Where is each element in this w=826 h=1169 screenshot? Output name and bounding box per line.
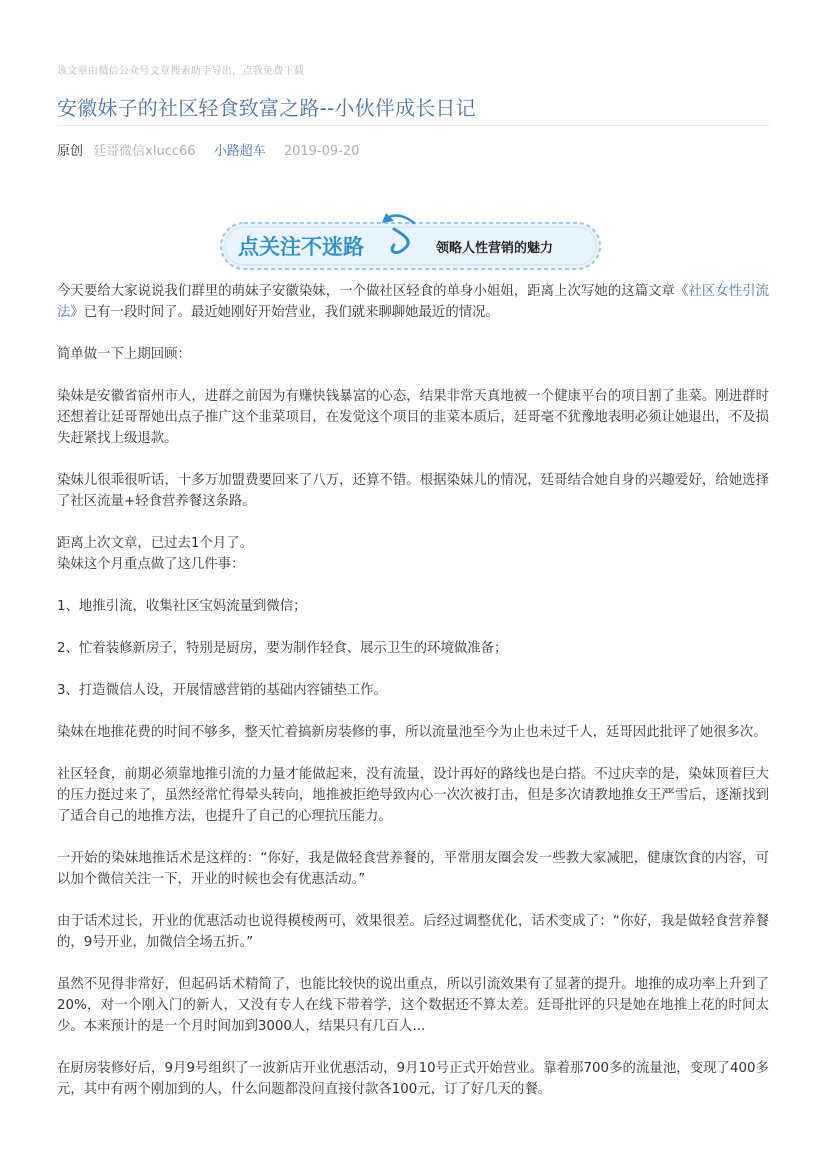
author-name: 廷哥微信xlucc66	[93, 144, 196, 159]
publish-date: 2019-09-20	[283, 144, 360, 159]
article-link[interactable]: 社区女性引流法	[57, 284, 770, 320]
title-divider	[57, 125, 770, 126]
account-link[interactable]: 小路超车	[213, 144, 266, 159]
article-body	[57, 281, 769, 1121]
banner-sub-text: 领略人性营销的魅力	[436, 241, 554, 256]
list-item-2: 2、忙着装修新房子，特别是厨房，要为制作轻食、展示卫生的环境做准备；	[57, 641, 508, 656]
paragraph-script-v2: 由于话术过长，开业的优惠活动也说得模棱两可，效果很差。后经过调整优化，话术变成了：“你好，我是做轻食营养餐的，9号开业，加微信全场五折。”	[57, 914, 769, 950]
paragraph-results: 虽然不见得非常好，但起码话术精简了，也能比较快的说出重点，所以引流效果有了显著的提升。地推的成功率上升到了20%，对一个刚入门的新人，又没有专人在线下带着学，这个数据还不算太差。廷哥批评的只是她在地推上花的时间太少。本来预计的是一个月时间加到3000人，结果只有几百人...	[57, 977, 769, 1034]
banner-main-text: 点关注不迷路	[238, 235, 364, 259]
follow-banner[interactable]	[218, 207, 603, 273]
export-notice[interactable]: 该文章由微信公众号文章搜索助手导出，点我免费下载	[57, 66, 305, 77]
paragraph-intro: 今天要给大家说说我们群里的萌妹子安徽染妹，一个做社区轻食的单身小姐姐，距离上次写她的这篇文章《社区女性引流法》已有一段时间了。最近她刚好开始营业，我们就来聊聊她最近的情况。	[57, 284, 770, 320]
paragraph-elapsed: 距离上次文章，已过去1个月了。	[57, 536, 253, 551]
paragraph-ground-promo: 社区轻食，前期必须靠地推引流的力量才能做起来，没有流量，设计再好的路线也是白搭。不过庆幸的是，染妹顶着巨大的压力挺过来了，虽然经常忙得晕头转向，地推被拒绝导致内心一次次被打击，但是多次请教地推女王严雪后，逐渐找到了适合自己的地推方法，也提升了自己的心理抗压能力。	[57, 767, 769, 824]
paragraph-criticism: 染妹在地推花费的时间不够多，整天忙着搞新房装修的事，所以流量池至今为止也未过千人，廷哥因此批评了她很多次。	[57, 725, 767, 740]
paragraph-script-v1: 一开始的染妹地推话术是这样的：“你好，我是做轻食营养餐的，平常朋友圈会发一些教大家减肥，健康饮食的内容，可以加个微信关注一下，开业的时候也会有优惠活动。”	[57, 851, 769, 887]
article-meta	[57, 140, 359, 159]
paragraph-recap-heading: 简单做一下上期回顾：	[57, 347, 191, 362]
list-item-3: 3、打造微信人设，开展情感营销的基础内容铺垫工作。	[57, 683, 387, 698]
paragraph-background: 染妹是安徽省宿州市人，进群之前因为有赚快钱暴富的心态，结果非常天真地被一个健康平台的项目割了韭菜。刚进群时还想着让廷哥帮她出点子推广这个韭菜项目，在发觉这个项目的韭菜本质后，廷哥毫不犹豫地表明必须让她退出，不及损失赶紧找上级退款。	[57, 389, 769, 446]
original-tag: 原创	[57, 144, 84, 159]
list-item-1: 1、地推引流，收集社区宝妈流量到微信；	[57, 599, 307, 614]
paragraph-opening: 在厨房装修好后，9月9号组织了一波新店开业优惠活动，9月10号正式开始营业。靠着那700多的流量池，变现了400多元，其中有两个刚加到的人，什么问题都没问直接付款各100元，订了好几天的餐。	[57, 1061, 769, 1097]
paragraph-tasks-heading: 染妹这个月重点做了这几件事：	[57, 557, 245, 572]
article-title: 安徽妹子的社区轻食致富之路--小伙伴成长日记	[57, 96, 476, 120]
paragraph-refund: 染妹儿很乖很听话，十多万加盟费要回来了八万，还算不错。根据染妹儿的情况，廷哥结合她自身的兴趣爱好，给她选择了社区流量+轻食营养餐这条路。	[57, 473, 769, 509]
